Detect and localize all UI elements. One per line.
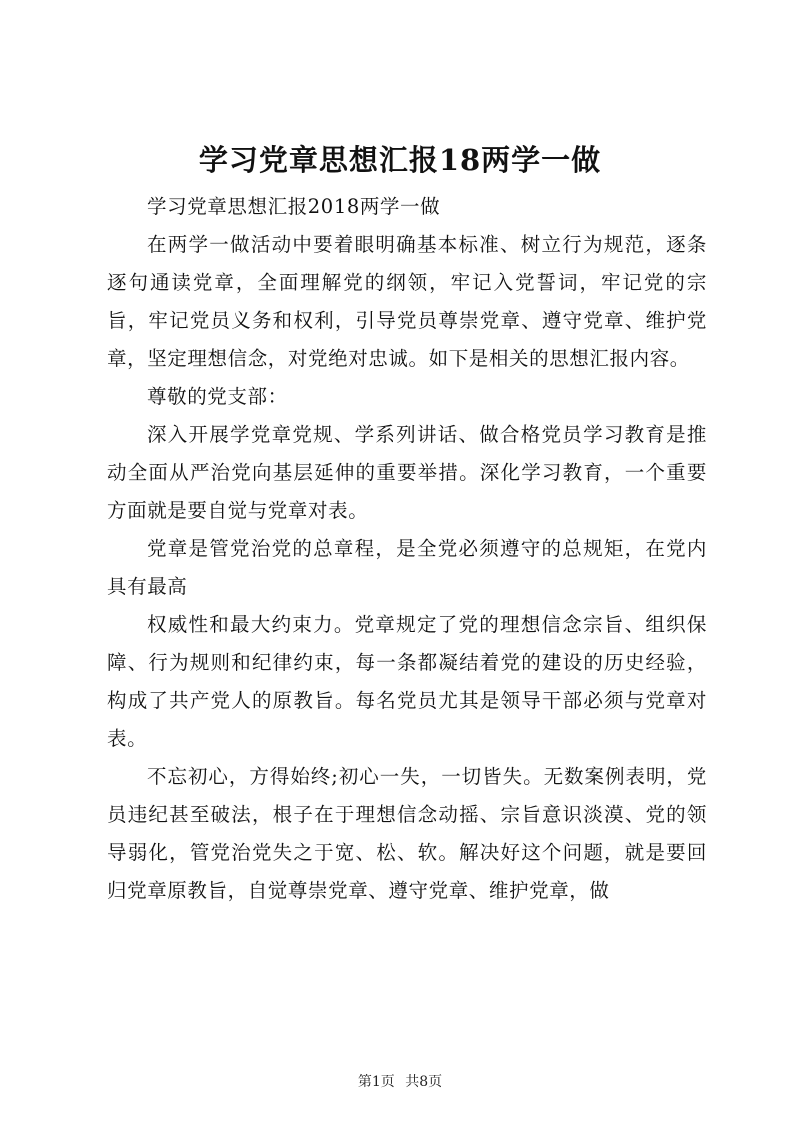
document-body: [107, 188, 707, 910]
document-title: 学习党章思想汇报18两学一做: [198, 143, 602, 177]
page-number: 第1页: [357, 1074, 395, 1090]
paragraph-salutation: 尊敬的党支部：: [147, 385, 288, 408]
page-footer: [0, 1072, 800, 1092]
page-total: 共8页: [405, 1074, 443, 1090]
paragraph-intro: 在两学一做活动中要着眼明确基本标准、树立行为规范，逐条逐句通读党章，全面理解党的纲领，牢记入党誓词，牢记党的宗旨，牢记党员义务和权利，引导党员尊崇党章、遵守党章、维护党章，坚定理想信念，对党绝对忠诚。如下是相关的思想汇报内容。: [107, 233, 707, 370]
paragraph-body: 不忘初心，方得始终;初心一失，一切皆失。无数案例表明，党员违纪甚至破法，根子在于理想信念动摇、宗旨意识淡漠、党的领导弱化，管党治党失之于宽、松、软。解决好这个问题，就是要回归党章原教旨，自觉尊崇党章、遵守党章、维护党章，做: [107, 765, 707, 902]
paragraph-body: 深入开展学党章党规、学系列讲话、做合格党员学习教育是推动全面从严治党向基层延伸的重要举措。深化学习教育，一个重要方面就是要自觉与党章对表。: [107, 423, 707, 522]
paragraph-body: 权威性和最大约束力。党章规定了党的理想信念宗旨、组织保障、行为规则和纪律约束，每一条都凝结着党的建设的历史经验，构成了共产党人的原教旨。每名党员尤其是领导干部必须与党章对表。: [107, 613, 707, 750]
paragraph-subtitle: 学习党章思想汇报2018两学一做: [147, 195, 441, 218]
paragraph-body: 党章是管党治党的总章程，是全党必须遵守的总规矩，在党内具有最高: [107, 537, 707, 598]
